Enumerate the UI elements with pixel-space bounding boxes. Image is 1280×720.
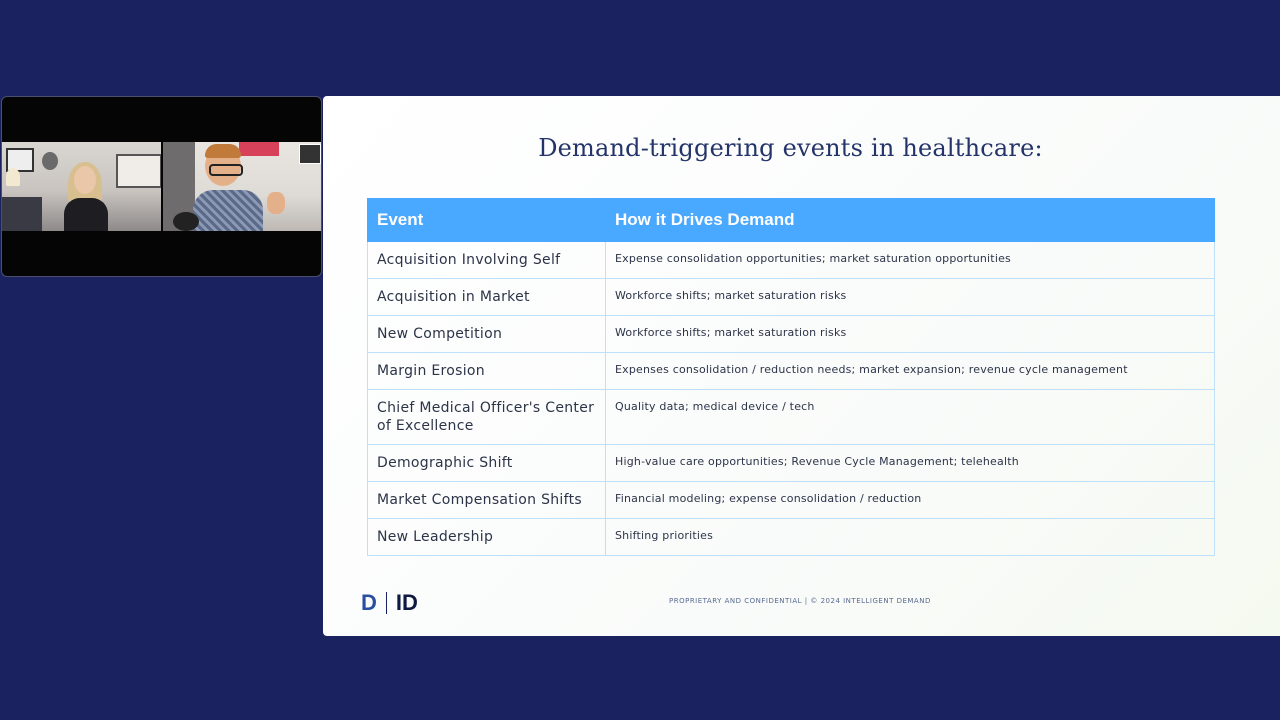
participant-face [74,166,96,194]
participant-hand [267,192,285,214]
demand-cell: Expense consolidation opportunities; market saturation opportunities [606,242,1215,279]
table-row [368,279,1215,316]
participant-video-tile[interactable] [2,142,161,231]
logo-divider [386,592,387,614]
participant-hair [205,144,241,158]
column-header-demand: How it Drives Demand [606,199,1215,242]
demand-cell: Financial modeling; expense consolidation / reduction [606,482,1215,519]
event-cell: Market Compensation Shifts [368,482,606,519]
event-cell: Demographic Shift [368,445,606,482]
event-cell: Acquisition in Market [368,279,606,316]
logo-text: ID [395,590,418,615]
presentation-slide [323,96,1280,636]
table-row [368,242,1215,279]
event-cell: Chief Medical Officer's Center of Excellence [368,390,606,445]
demand-cell: Workforce shifts; market saturation risks [606,316,1215,353]
demand-cell: Workforce shifts; market saturation risks [606,279,1215,316]
wall-decor [42,152,58,170]
events-table [367,198,1215,556]
table-row [368,445,1215,482]
microphone [173,212,199,231]
confidential-notice: PROPRIETARY AND CONFIDENTIAL | © 2024 INTELLIGENT DEMAND [669,597,931,605]
video-call-panel[interactable] [1,96,322,277]
table-row [368,482,1215,519]
column-header-event: Event [368,199,606,242]
intelligent-demand-logo [361,590,418,616]
participant-body [193,190,263,231]
demand-cell: Expenses consolidation / reduction needs; market expansion; revenue cycle management [606,353,1215,390]
table-row [368,519,1215,556]
table-row [368,353,1215,390]
event-cell: Margin Erosion [368,353,606,390]
glasses [209,164,243,176]
slide-footer [323,590,1280,616]
event-cell: New Leadership [368,519,606,556]
lamp [6,168,20,186]
wall-frame [299,144,321,164]
wall-art [116,154,161,188]
table-header-row [368,199,1215,242]
participant-body [64,198,108,231]
demand-cell: Shifting priorities [606,519,1215,556]
table-row [368,316,1215,353]
demand-cell: High-value care opportunities; Revenue Cycle Management; telehealth [606,445,1215,482]
wall-art [239,142,279,156]
slide-title: Demand-triggering events in healthcare: [538,134,1043,162]
event-cell: New Competition [368,316,606,353]
demand-cell: Quality data; medical device / tech [606,390,1215,445]
event-cell: Acquisition Involving Self [368,242,606,279]
couch [2,197,42,231]
logo-mark: D [361,590,377,615]
participant-video-tile[interactable] [163,142,321,231]
table-row [368,390,1215,445]
